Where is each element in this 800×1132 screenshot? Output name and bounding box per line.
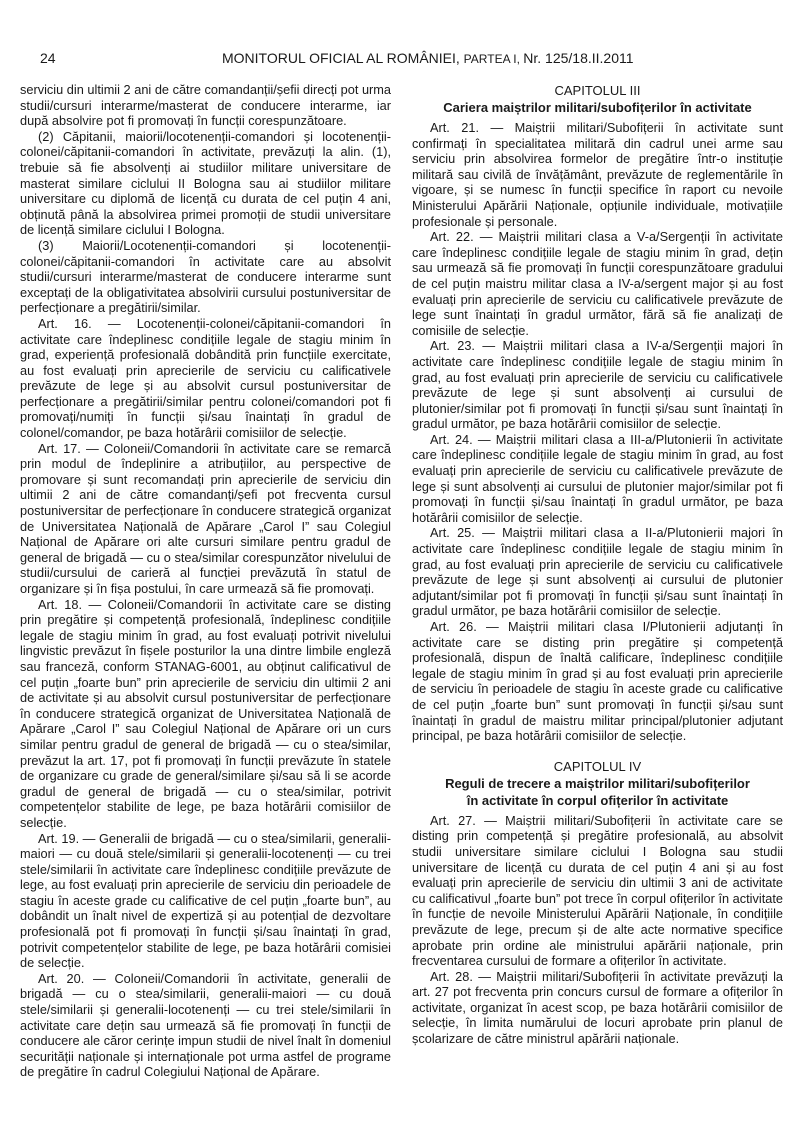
article-16: Art. 16. — Locotenenții-colonei/căpitanii-comandori în activitate care îndeplinesc condițiile legale de stagiu minim în grad, experiență profesională dobândită prin funcțiile exercitate, au fost evaluați prin aprecierile de serviciu cu calificativele prevăzute de lege și au absolvit cursul postuniversitar de perfecționare a pregătirii/similar pentru colonei/comandori pot fi promovați/numiți în funcții și/sau înaintați în gradul de colonel/comandor, pe baza hotărârii comisiilor de selecție. [20,315,391,441]
article-18: Art. 18. — Coloneii/Comandorii în activitate care se disting prin pregătire și competență profesională, îndeplinesc condițiile legale de stagiu minim în grad, au fost evaluați potrivit nivelului lingvistic prevăzut în fișele posturilor la una dintre limbile engleză sau franceză, conform STANAG-6001, au obținut calificativul de cel puțin „foarte bun” prin aprecierile de serviciu din ultimii 2 ani de activitate și au absolvit cursul postuniversitar de perfecționare în conducere strategică organizat de Universitatea Națională de Apărare „Carol I” sau Colegiul Național de Apărare ori un curs similar pentru gradul de general de brigadă — cu o stea/similar, prevăzut la art. 17, pot fi promovați în funcții prevăzute în statele de organizare cu grade de general/similare și/sau să li se acorde gradul de general de brigadă — cu o stea/similar, potrivit competențelor stabilite de lege, pe baza hotărârii comisiilor de selecție. [20,596,391,830]
chapter-title: Cariera maiștrilor militari/subofițerilor în activitate [443,100,752,115]
issue-number-date: Nr. 125/18.II.2011 [523,50,634,66]
article-25: Art. 25. — Maiștrii militari clasa a II-a/Plutonierii majori în activitate care îndeplinesc condițiile legale de stagiu minim în grad, au fost evaluați prin aprecierile de serviciu cu calificativele prevăzute de lege și sunt absolvenți ai cursului de plutonier adjutant/similar pot fi promovați în funcții și/sau sunt înaintați în gradul următor, pe baza hotărârii comisiilor de selecție. [412,525,783,619]
chapter-title-line: în activitate în corpul ofițerilor în activitate [466,792,729,808]
article-17: Art. 17. — Coloneii/Comandorii în activitate care se remarcă prin modul de îndeplinire a atribuțiilor, au perspective de promovare și sunt recomandați prin aprecierile de serviciu din ultimii 2 ani de către comandanți/șefi pot frecventa cursul postuniversitar de perfecționare în conducere strategică organizat de Universitatea Națională de Apărare „Carol I” sau Colegiul Național de Apărare ori alte cursuri similare pentru gradul de general de brigadă — cu o stea/similar corespunzător nivelului de studii/cursului de carieră al funcției prevăzută în statul de organizare și în fișa postului, în care urmează să fie promovați. [20,440,391,596]
page-header [20,48,782,68]
article-23: Art. 23. — Maiștrii militari clasa a IV-a/Sergenții majori în activitate care îndeplinesc condițiile legale de stagiu minim în grad, au fost evaluați prin aprecierile de serviciu cu calificativele prevăzute de lege și sunt absolvenți ai cursului de plutonier/similar pot fi promovați în funcții și/sau sunt înaintați în gradul următor, pe baza hotărârii comisiilor de selecție. [412,338,783,432]
article-22: Art. 22. — Maiștrii militari clasa a V-a/Sergenții în activitate care îndeplinesc condițiile legale de stagiu minim în grad, dețin sau urmează să fie promovați în funcții corespunzătoare gradului de cel puțin maistru militar clasa a IV-a/sergent major și au fost evaluați prin aprecierile de serviciu cu calificativele prevăzute de lege sunt înaintați în gradul următor, fără să fie analizați de comisiile de selecție. [412,229,783,338]
article-20: Art. 20. — Coloneii/Comandorii în activitate, generalii de brigadă — cu o stea/similarii, generalii-maiori — cu două stele/similarii și generalii-locotenenți — cu trei stele/similarii în activitate care dețin sau urmează să fie promovați în funcții de conducere ale căror cerințe impun studii de nivel înalt în domeniul securității naționale și internaționale pot urma astfel de programe de pregătire în cadrul Colegiului Național de Apărare. [20,970,391,1080]
paragraph: (3) Maiorii/Locotenenții-comandori și locotenenții-colonei/căpitanii-comandori în activitate care au absolvit studii/cursuri interarme/masterat de conducere interarme sunt exceptați de la obligativitatea absolvirii cursului postuniversitar de perfecționare a pregătirii/similar. [20,237,391,316]
chapter-title [412,775,783,809]
paragraph: (2) Căpitanii, maiorii/locotenenții-comandori și locotenenții-colonei/căpitanii-comandori în activitate, prevăzuți la alin. (1), trebuie să fie absolvenți ai studiilor militare universitare de masterat similare ciclului II Bologna sau ai studiilor militare universitare cu diplomă de licență cu durata de cel puțin 4 ani, obținută până la absolvirea primei promoții de studii universitare de licență similare ciclului I Bologna. [20,128,391,238]
publication-name: MONITORUL OFICIAL AL ROMÂNIEI, [222,50,464,66]
article-26: Art. 26. — Maiștrii militari clasa I/Plutonierii adjutanți în activitate care se disting prin pregătire și competență profesională, dispun de înaltă calificare, îndeplinesc condițiile legale de stagiu minim în grad și au fost evaluați prin aprecierile de serviciu în perioadele de stagiu în aceste grade cu calificative de cel puțin „foarte bun” sunt promovați în funcții și/sau sunt înaintați în gradul de maistru militar principal/plutonier adjutant principal, pe baza hotărârii comisiilor de selecție. [412,619,783,744]
chapter-title-line: Reguli de trecere a maiștrilor militari/subofițerilor [445,775,750,791]
right-column [412,82,783,1047]
left-column [20,82,391,1080]
page-number: 24 [40,50,56,66]
paragraph: serviciu din ultimii 2 ani de către comandanții/șefii direcți pot urma studii/cursuri interarme/masterat de conducere interarme, iar după absolvire pot fi promovați în funcții corespunzătoare. [20,82,391,129]
running-title [222,50,634,66]
article-21: Art. 21. — Maiștrii militari/Subofițerii în activitate sunt confirmați în specialitatea militară din cadrul unei arme sau serviciu prin absolvirea formelor de pregătire într-o instituție militară sau civilă de învățământ, prevăzute de reglementările în vigoare, și se numesc în funcții specifice în raport cu nevoile Ministerului Apărării Naționale, opțiunile individuale, motivațiile profesionale și personale. [412,120,783,229]
chapter-label: CAPITOLUL IV [553,758,642,774]
article-19: Art. 19. — Generalii de brigadă — cu o stea/similarii, generalii-maiori — cu două stele/similarii și generalii-locotenenți — cu trei stele/similarii în activitate care îndeplinesc condițiile prevăzute de lege, au fost evaluați prin aprecierile de serviciu din perioadele de stagiu în aceste grade cu calificative de cel puțin „foarte bun”, au dobândit un înalt nivel de expertiză și au potențial de dezvoltare profesională pot fi promovați în funcții și/sau înaintați în grad, potrivit competențelor stabilite de lege, pe baza hotărârii comisiei de selecție. [20,830,391,971]
article-27: Art. 27. — Maiștrii militari/Subofițerii în activitate care se disting prin competență și pregătire profesională, au absolvit studii universitare similare ciclului I Bologna sau studii universitare de licență cu durata de cel puțin 4 ani și au fost evaluați prin aprecierile de serviciu din ultimii 3 ani de activitate cu calificativul „foarte bun” pot trece în corpul ofițerilor în activitate în funcție de nevoile Ministerului Apărării Naționale, în condițiile prevăzute de lege, precum și de alte acte normative specifice aprobate prin ordine ale ministrului apărării naționale, prin frecventarea cursului de formare a ofițerilor în activitate. [412,812,783,969]
article-28: Art. 28. — Maiștrii militari/Subofițerii în activitate prevăzuți la art. 27 pot frecventa prin concurs cursul de formare a ofițerilor în activitate, organizat în acest scop, pe baza hotărârii comisiilor de selecție, în limita numărului de locuri aprobate prin planul de școlarizare de către ministrul apărării naționale. [412,968,783,1047]
article-24: Art. 24. — Maiștrii militari clasa a III-a/Plutonierii în activitate care îndeplinesc condițiile legale de stagiu minim în grad, au fost evaluați prin aprecierile de serviciu cu calificativele prevăzute de lege și sunt absolvenți ai cursului de plutonier major/similar pot fi promovați în funcții și/sau înaintați în gradul următor, pe baza hotărârii comisiilor de selecție. [412,431,783,525]
part-label: PARTEA I, [463,52,524,66]
chapter-label: CAPITOLUL III [554,83,641,98]
